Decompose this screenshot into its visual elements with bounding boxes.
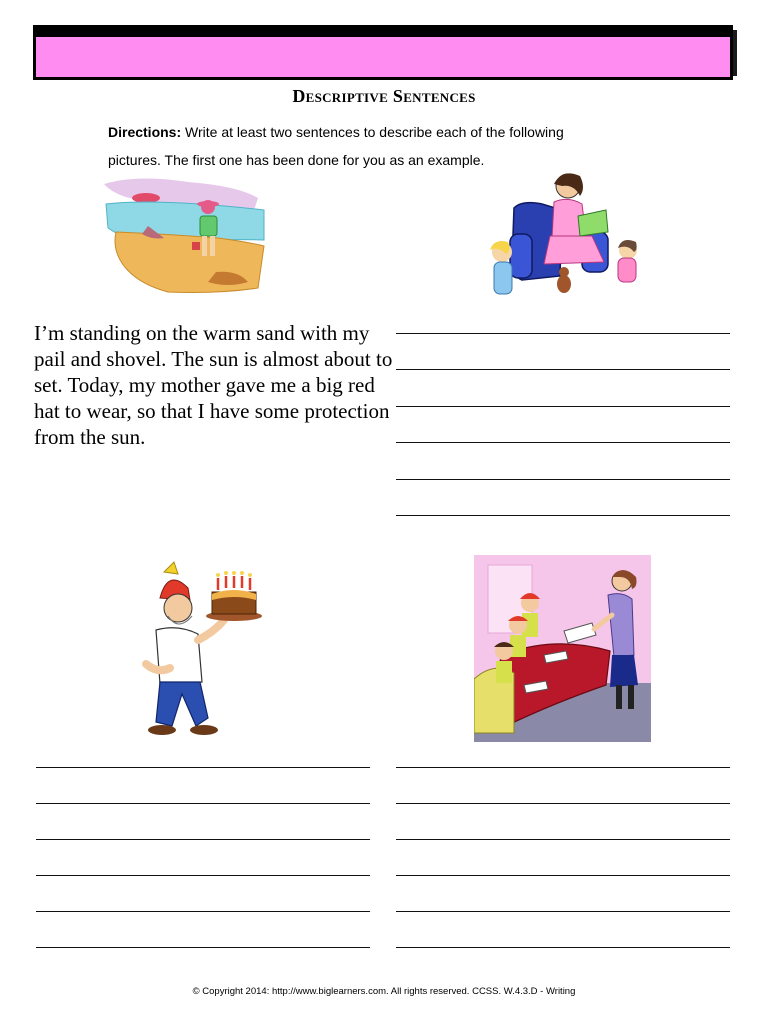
beach-child-picture: [98, 176, 270, 298]
writing-line[interactable]: [396, 947, 730, 948]
teacher-with-students-picture: [474, 555, 651, 742]
writing-line[interactable]: [36, 911, 370, 912]
header-banner: [33, 25, 733, 71]
writing-line[interactable]: [396, 479, 730, 480]
man-with-birthday-cake-picture: [138, 558, 264, 742]
writing-line[interactable]: [396, 875, 730, 876]
writing-line[interactable]: [396, 406, 730, 407]
writing-line[interactable]: [396, 767, 730, 768]
directions-text-line-1: Write at least two sentences to describe each of the following: [181, 124, 564, 140]
writing-line[interactable]: [36, 947, 370, 948]
mother-reading-to-children-picture: [482, 166, 648, 306]
directions-text-line-2: pictures. The first one has been done for you as an example.: [108, 152, 485, 168]
writing-line[interactable]: [36, 767, 370, 768]
writing-line[interactable]: [36, 875, 370, 876]
writing-line[interactable]: [396, 369, 730, 370]
writing-line[interactable]: [36, 839, 370, 840]
writing-line[interactable]: [396, 442, 730, 443]
directions-label: Directions:: [108, 124, 182, 140]
writing-line[interactable]: [36, 803, 370, 804]
writing-line[interactable]: [396, 333, 730, 334]
example-description: I’m standing on the warm sand with my pail and shovel. The sun is almost about to set. Today, my mother gave me a big red hat to wear, so that I have some protection from the sun.: [34, 321, 393, 449]
writing-line[interactable]: [396, 803, 730, 804]
writing-line[interactable]: [396, 839, 730, 840]
copyright-footer: © Copyright 2014: http://www.biglearners.com. All rights reserved. CCSS. W.4.3.D - Writing: [192, 986, 576, 997]
worksheet-title: Descriptive Sentences: [292, 86, 476, 106]
writing-line[interactable]: [396, 911, 730, 912]
writing-line[interactable]: [396, 515, 730, 516]
